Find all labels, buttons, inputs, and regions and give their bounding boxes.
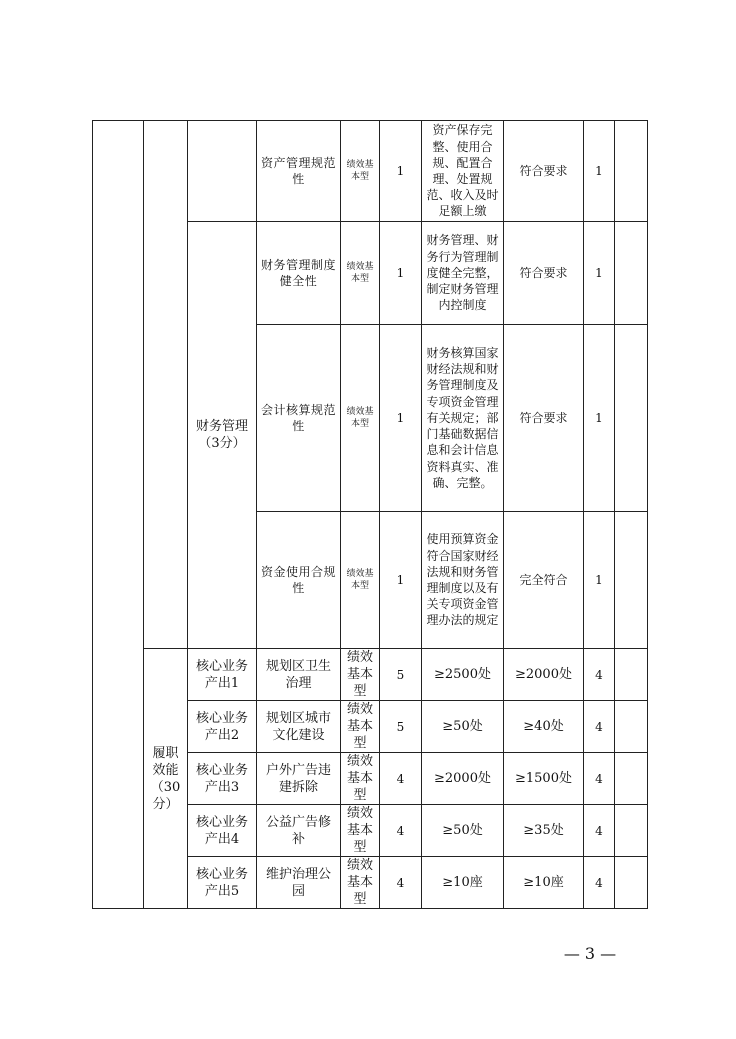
note-cell: [615, 701, 648, 753]
indicator-weight: 1: [380, 121, 422, 222]
indicator-name: 规划区卫生治理: [257, 649, 341, 701]
indicator-type: 绩效基本型: [341, 222, 380, 325]
table-row: [93, 649, 648, 701]
tertiary-indicator-cell: 核心业务产出1: [188, 649, 257, 701]
indicator-name: 会计核算规范性: [257, 325, 341, 512]
target-value: ≥2000处: [504, 649, 584, 701]
score: 1: [584, 512, 615, 649]
evaluation-standard: 财务核算国家财经法规和财务管理制度及专项资金管理有关规定；部门基础数据信息和会计信息资料真实、准确、完整。: [422, 325, 504, 512]
secondary-indicator-cell: [144, 121, 188, 649]
score: 4: [584, 805, 615, 857]
tertiary-indicator-cell: 核心业务产出5: [188, 857, 257, 909]
target-value: 符合要求: [504, 222, 584, 325]
page-number: — 3 —: [563, 944, 617, 963]
target-value: ≥10座: [504, 857, 584, 909]
score: 1: [584, 222, 615, 325]
indicator-name: 公益广告修补: [257, 805, 341, 857]
note-cell: [615, 512, 648, 649]
note-cell: [615, 121, 648, 222]
score: 1: [584, 121, 615, 222]
target-value: 完全符合: [504, 512, 584, 649]
indicator-type: 绩效基本型: [341, 701, 380, 753]
indicator-weight: 1: [380, 325, 422, 512]
indicator-weight: 4: [380, 753, 422, 805]
target-value: 符合要求: [504, 325, 584, 512]
table-row: [93, 121, 648, 222]
note-cell: [615, 649, 648, 701]
score: 4: [584, 701, 615, 753]
evaluation-standard: ≥2000处: [422, 753, 504, 805]
indicator-name: 资产管理规范性: [257, 121, 341, 222]
evaluation-standard: ≥50处: [422, 805, 504, 857]
indicator-name: 维护治理公园: [257, 857, 341, 909]
note-cell: [615, 325, 648, 512]
note-cell: [615, 805, 648, 857]
indicator-weight: 1: [380, 512, 422, 649]
evaluation-table: [92, 120, 648, 909]
note-cell: [615, 222, 648, 325]
indicator-type: 绩效基本型: [341, 512, 380, 649]
indicator-type: 绩效基本型: [341, 121, 380, 222]
evaluation-standard: 资产保存完整、使用合规、配置合理、处置规范、收入及时足额上缴: [422, 121, 504, 222]
evaluation-standard: 使用预算资金符合国家财经法规和财务管理制度以及有关专项资金管理办法的规定: [422, 512, 504, 649]
indicator-type: 绩效基本型: [341, 805, 380, 857]
primary-indicator-cell: [93, 121, 144, 909]
indicator-name: 规划区城市文化建设: [257, 701, 341, 753]
evaluation-standard: 财务管理、财务行为管理制度健全完整，制定财务管理内控制度: [422, 222, 504, 325]
indicator-weight: 4: [380, 805, 422, 857]
indicator-type: 绩效基本型: [341, 753, 380, 805]
score: 4: [584, 649, 615, 701]
indicator-weight: 1: [380, 222, 422, 325]
indicator-weight: 5: [380, 649, 422, 701]
tertiary-indicator-cell: [188, 121, 257, 222]
tertiary-indicator-cell: 核心业务产出3: [188, 753, 257, 805]
tertiary-indicator-cell: 核心业务产出2: [188, 701, 257, 753]
score: 4: [584, 753, 615, 805]
target-value: ≥1500处: [504, 753, 584, 805]
tertiary-indicator-cell: 核心业务产出4: [188, 805, 257, 857]
indicator-name: 财务管理制度健全性: [257, 222, 341, 325]
target-value: ≥35处: [504, 805, 584, 857]
indicator-name: 资金使用合规性: [257, 512, 341, 649]
indicator-weight: 5: [380, 701, 422, 753]
note-cell: [615, 857, 648, 909]
indicator-weight: 4: [380, 857, 422, 909]
evaluation-standard: ≥10座: [422, 857, 504, 909]
note-cell: [615, 753, 648, 805]
target-value: ≥40处: [504, 701, 584, 753]
target-value: 符合要求: [504, 121, 584, 222]
secondary-indicator-cell: 履职效能（30分）: [144, 649, 188, 909]
indicator-type: 绩效基本型: [341, 857, 380, 909]
evaluation-standard: ≥50处: [422, 701, 504, 753]
evaluation-standard: ≥2500处: [422, 649, 504, 701]
score: 1: [584, 325, 615, 512]
indicator-name: 户外广告违建拆除: [257, 753, 341, 805]
indicator-type: 绩效基本型: [341, 325, 380, 512]
tertiary-indicator-cell: 财务管理（3分）: [188, 222, 257, 649]
score: 4: [584, 857, 615, 909]
indicator-type: 绩效基本型: [341, 649, 380, 701]
